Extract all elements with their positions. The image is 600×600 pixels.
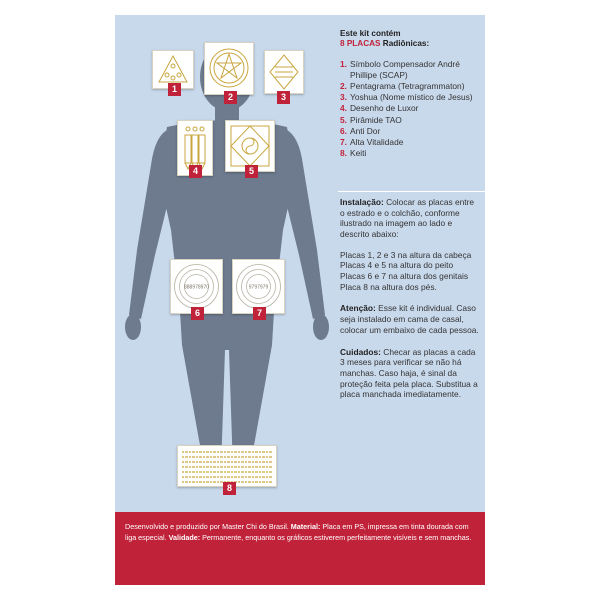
list-item: 2. Pentagrama (Tetragrammaton) bbox=[340, 80, 465, 91]
plate-badge: 5 bbox=[245, 165, 258, 178]
concentric-circles-icon bbox=[233, 260, 284, 313]
list-item: 6. Anti Dor bbox=[340, 125, 381, 136]
keiti-text-pattern-icon bbox=[178, 446, 276, 486]
installation-line: Placa 8 na altura dos pés. bbox=[340, 281, 437, 292]
plate-badge: 4 bbox=[189, 165, 202, 178]
plate-badge: 8 bbox=[223, 482, 236, 495]
plate-7-image bbox=[232, 259, 285, 314]
plate-7-code: 9797979 bbox=[248, 284, 269, 291]
plate-badge: 3 bbox=[277, 91, 290, 104]
pentagram-icon bbox=[205, 43, 253, 94]
list-item: 4. Desenho de Luxor bbox=[340, 103, 419, 114]
list-item: 1. Símbolo Compensador André Phillipe (SCAP) bbox=[340, 59, 460, 80]
plate-badge: 6 bbox=[191, 307, 204, 320]
attention-section: Atenção: Esse kit é individual. Caso seja instalado em cama de casal, colocar um embaixo de cada pessoa. bbox=[340, 303, 479, 335]
plate-badge: 1 bbox=[168, 83, 181, 96]
yoshua-symbol-icon bbox=[265, 51, 303, 93]
care-section: Cuidados: Checar as placas a cada 3 meses para verificar se não há manchas. Caso haja, é sinal da proteção feita pela placa. Substitua a placa manchada imediatamente. bbox=[340, 346, 478, 400]
info-panel bbox=[340, 29, 480, 400]
installation-line: Placas 1, 2 e 3 na altura da cabeça bbox=[340, 249, 472, 260]
plate-8-image bbox=[177, 445, 277, 487]
plate-2-image bbox=[204, 42, 254, 95]
installation-line: Placas 6 e 7 na altura dos genitais bbox=[340, 271, 469, 282]
plate-3-image bbox=[264, 50, 304, 94]
list-item: 3. Yoshua (Nome místico de Jesus) bbox=[340, 92, 473, 103]
installation-line: Placas 4 e 5 na altura do peito bbox=[340, 260, 454, 271]
footer-banner: Desenvolvido e produzido por Master Chi do Brasil. Material: Placa em PS, impressa em tinta dourada com liga especial. Validade: Permanente, enquanto os gráficos estiverem perfeitamente visíveis e sem manchas. bbox=[115, 512, 485, 585]
kit-title: Este kit contém 8 PLACAS Radiônicas: bbox=[340, 29, 430, 48]
product-card bbox=[115, 15, 485, 585]
plate-badge: 2 bbox=[224, 91, 237, 104]
installation-section: Instalação: Colocar as placas entre o estrado e o colchão, conforme ilustrado na imagem ao lado e descrito abaixo: Placas 1, 2 e 3 na altura da cabeça Placas 4 e 5 na altura do peito Placas 6 e 7 na altura dos genitais Placa 8 na altura dos pés. bbox=[340, 197, 480, 293]
plate-badge: 7 bbox=[253, 307, 266, 320]
tao-pyramid-icon bbox=[226, 121, 274, 171]
plate-list bbox=[340, 59, 480, 159]
plate-6-code: 888978970 bbox=[183, 284, 210, 291]
plate-count: 8 PLACAS bbox=[340, 39, 381, 48]
list-item: 8. Keiti bbox=[340, 148, 367, 159]
concentric-circles-icon bbox=[171, 260, 222, 313]
list-item: 5. Pirâmide TAO bbox=[340, 114, 402, 125]
plate-6-image bbox=[170, 259, 223, 314]
list-item: 7. Alta Vitalidade bbox=[340, 136, 404, 147]
